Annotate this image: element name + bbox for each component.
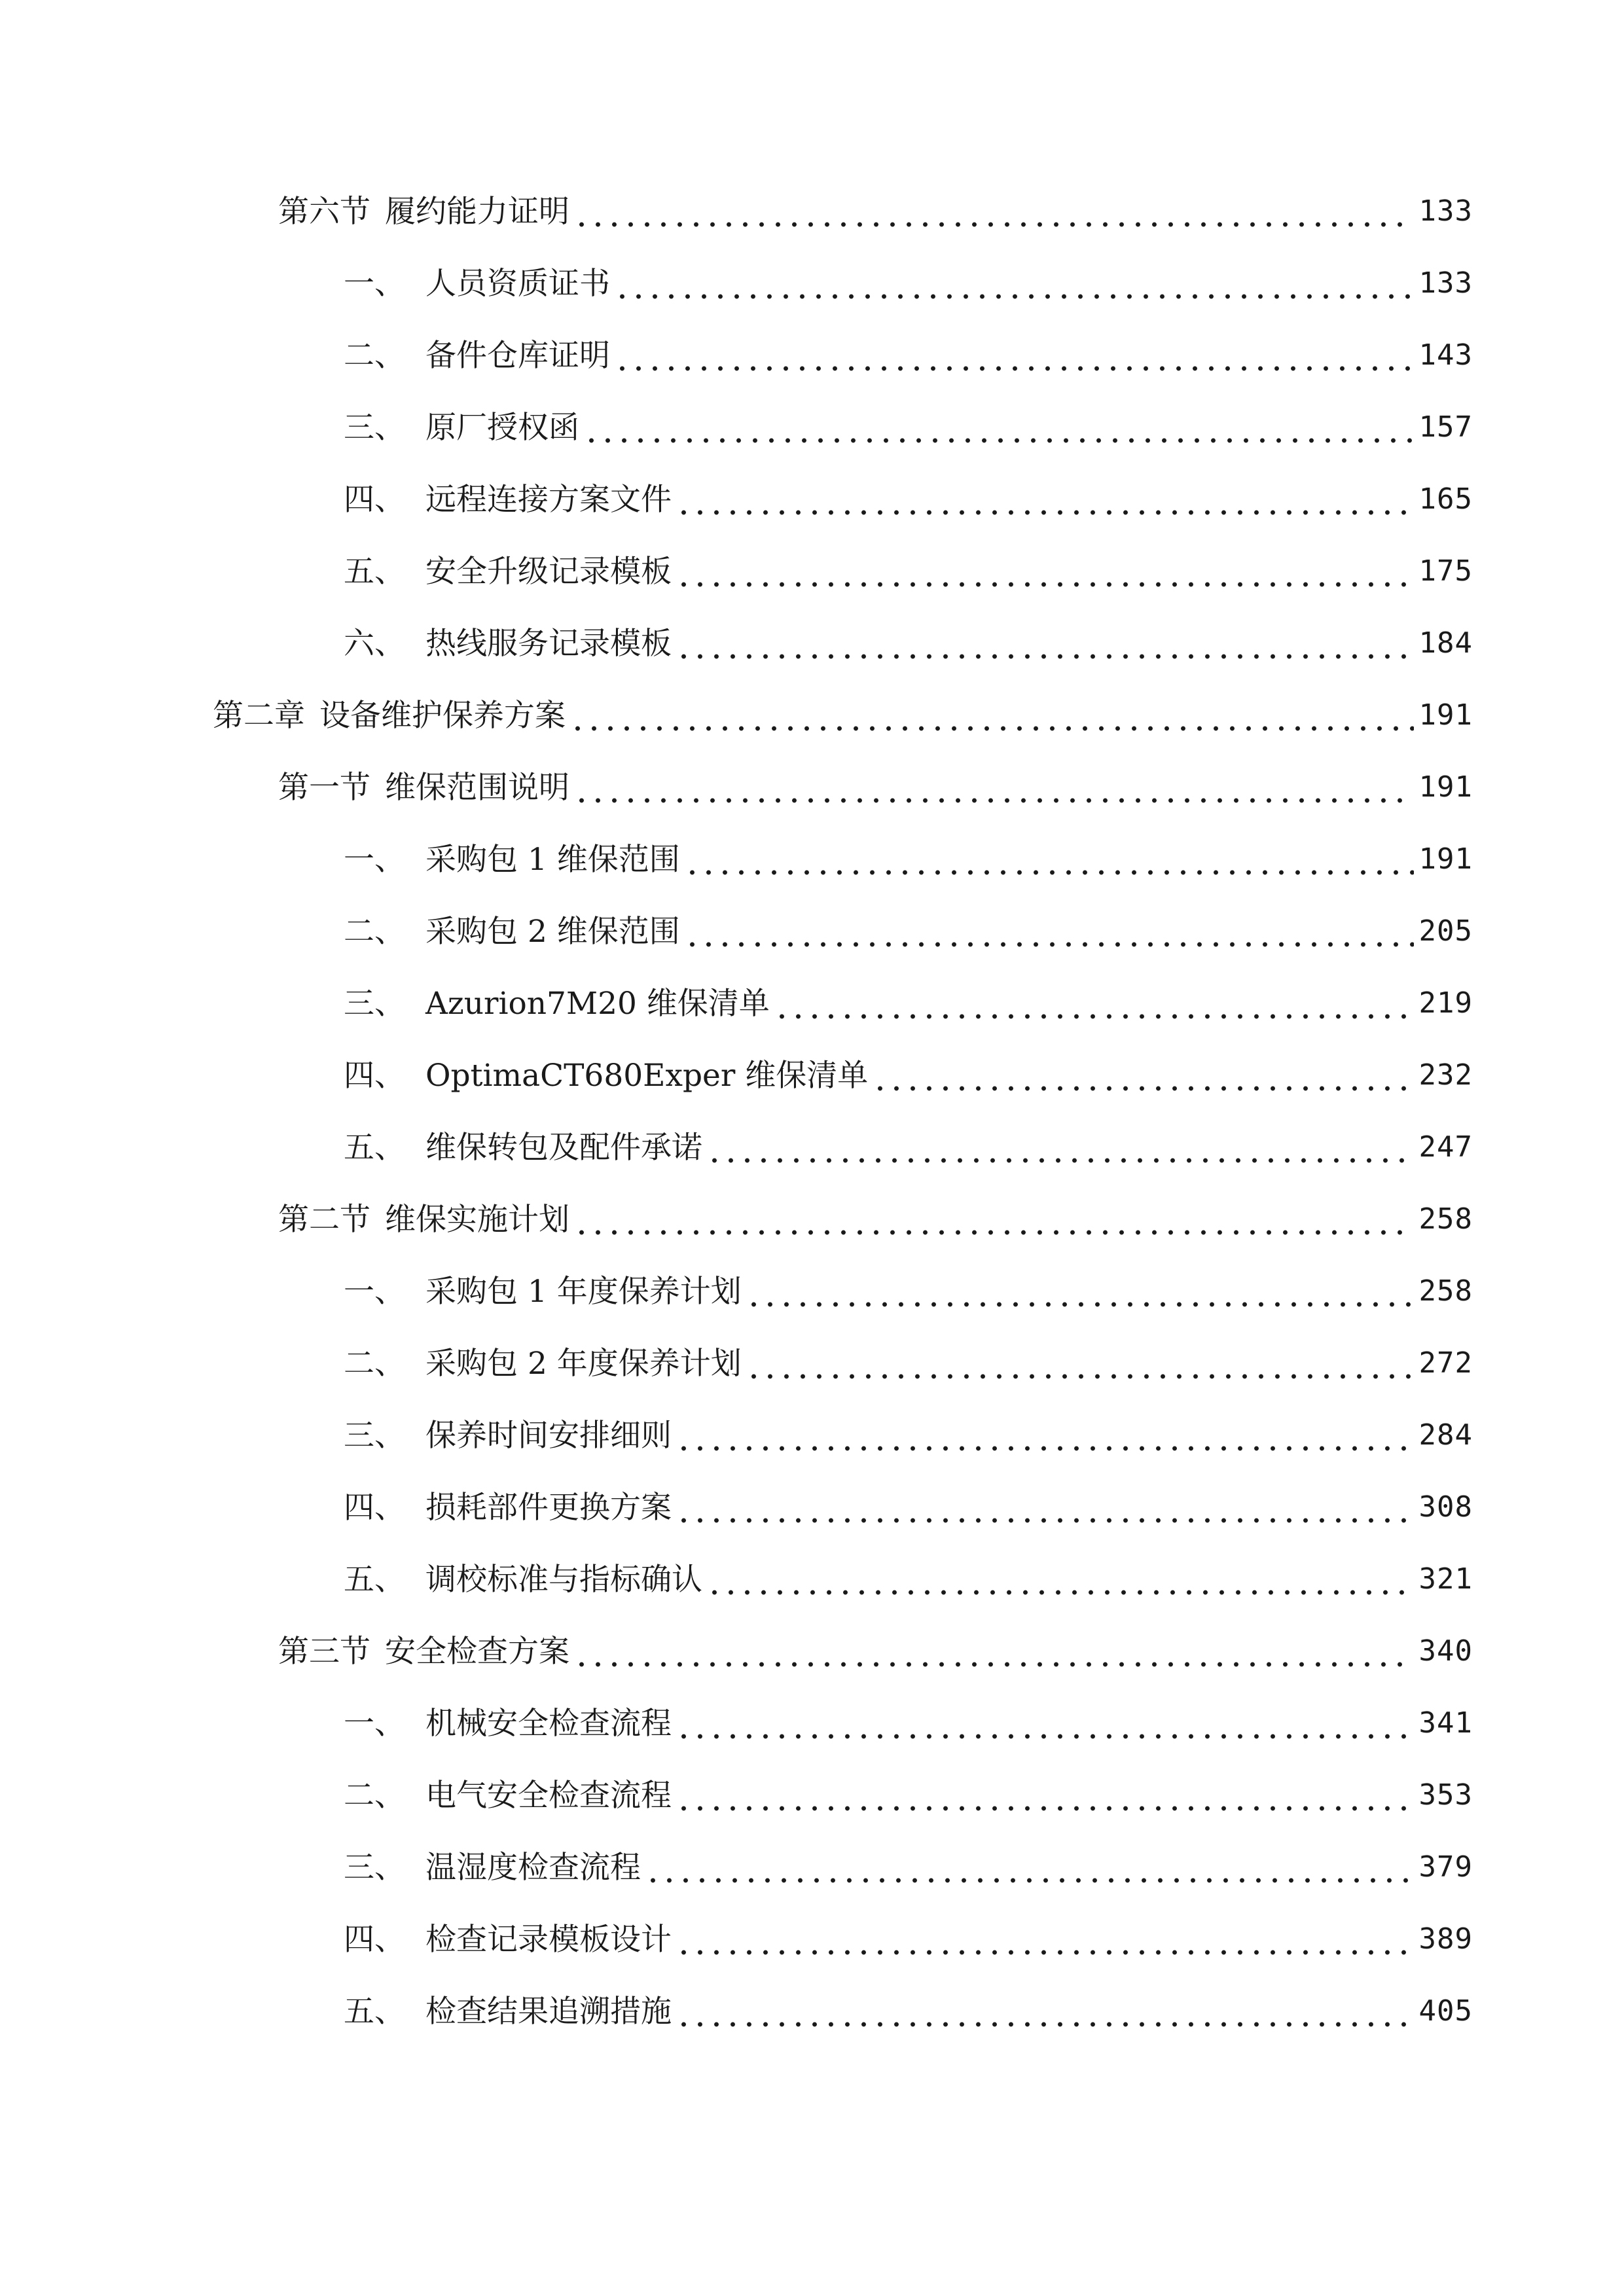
toc-entry-number: 二、 [344, 1345, 405, 1382]
toc-entry[interactable] [0, 1039, 1624, 1111]
toc-entry[interactable] [0, 1471, 1624, 1543]
toc-entry-number: 四、 [344, 1921, 405, 1958]
toc-entry-page: 219 [1418, 986, 1473, 1020]
toc-entry[interactable] [0, 1903, 1624, 1975]
toc-entry-title: 电气安全检查流程 [425, 1777, 672, 1814]
toc-entry-page: 175 [1418, 554, 1473, 588]
toc-entry-title: 安全检查方案 [385, 1633, 569, 1670]
toc-entry-number: 一、 [344, 1705, 405, 1742]
toc-entry-title: 履约能力证明 [385, 193, 569, 230]
toc-entry-page: 340 [1418, 1634, 1473, 1668]
dot-leader [676, 556, 1414, 587]
toc-entry-page: 143 [1418, 338, 1473, 372]
toc-entry-number: 四、 [344, 1489, 405, 1526]
toc-entry-page: 379 [1418, 1850, 1473, 1884]
toc-entry-number: 三、 [344, 1849, 405, 1886]
toc-entry[interactable] [0, 823, 1624, 895]
dot-leader [676, 1780, 1414, 1811]
toc-entry-number: 四、 [344, 481, 405, 518]
toc-entry-number: 第一节 [278, 769, 370, 806]
dot-leader [676, 628, 1414, 659]
dot-leader [569, 700, 1414, 731]
dot-leader [676, 1996, 1414, 2027]
toc-entry-page: 341 [1418, 1706, 1473, 1740]
toc-entry[interactable] [0, 895, 1624, 967]
toc-entry-page: 205 [1418, 914, 1473, 948]
toc-entry-page: 232 [1418, 1058, 1473, 1092]
dot-leader [573, 1204, 1414, 1235]
toc-entry-page: 191 [1418, 698, 1473, 732]
toc-entry-page: 353 [1418, 1778, 1473, 1812]
toc-entry-number: 二、 [344, 913, 405, 950]
dot-leader [676, 1492, 1414, 1523]
dot-leader [573, 1636, 1414, 1667]
toc-entry-number: 一、 [344, 265, 405, 302]
dot-leader [746, 1276, 1414, 1307]
toc-entry[interactable] [0, 391, 1624, 463]
toc-entry-title: 人员资质证书 [425, 265, 610, 302]
dot-leader [614, 268, 1414, 299]
toc-entry[interactable] [0, 1255, 1624, 1327]
toc-entry-page: 405 [1418, 1994, 1473, 2028]
dot-leader [676, 1924, 1414, 1955]
toc-entry-page: 284 [1418, 1418, 1473, 1452]
toc-entry[interactable] [0, 463, 1624, 535]
toc-entry[interactable] [0, 1687, 1624, 1759]
toc-entry[interactable] [0, 247, 1624, 319]
dot-leader [676, 1420, 1414, 1451]
toc-entry-title: 检查记录模板设计 [425, 1921, 672, 1958]
dot-leader [583, 412, 1414, 443]
toc-entry-number: 三、 [344, 985, 405, 1022]
dot-leader [676, 1708, 1414, 1739]
dot-leader [614, 340, 1414, 371]
toc-entry-number: 二、 [344, 1777, 405, 1814]
toc-entry-page: 165 [1418, 482, 1473, 516]
toc-entry-number: 一、 [344, 841, 405, 878]
toc-entry-page: 247 [1418, 1130, 1473, 1164]
toc-entry-title: 采购包 1 维保范围 [425, 841, 680, 878]
toc-entry-title: 采购包 2 年度保养计划 [425, 1345, 742, 1382]
toc-entry-number: 一、 [344, 1273, 405, 1310]
dot-leader [774, 988, 1414, 1019]
toc-entry-page: 184 [1418, 626, 1473, 660]
toc-entry-title: 原厂授权函 [425, 409, 579, 446]
toc-entry-title: 备件仓库证明 [425, 337, 610, 374]
dot-leader [573, 196, 1414, 227]
toc-entry[interactable] [0, 1759, 1624, 1831]
table-of-contents [0, 175, 1624, 2047]
toc-entry-title: 采购包 2 维保范围 [425, 913, 680, 950]
toc-entry-title: 远程连接方案文件 [425, 481, 672, 518]
toc-entry[interactable] [0, 319, 1624, 391]
dot-leader [706, 1564, 1414, 1595]
toc-entry-page: 321 [1418, 1562, 1473, 1596]
toc-entry-page: 133 [1418, 266, 1473, 300]
toc-entry-title: 维保实施计划 [385, 1201, 569, 1238]
toc-entry-page: 191 [1418, 842, 1473, 876]
toc-entry[interactable] [0, 679, 1624, 751]
toc-entry-page: 389 [1418, 1922, 1473, 1956]
toc-entry-number: 第二节 [278, 1201, 370, 1238]
toc-entry[interactable] [0, 1183, 1624, 1255]
toc-entry-number: 第六节 [278, 193, 370, 230]
toc-entry[interactable] [0, 1399, 1624, 1471]
toc-entry-number: 五、 [344, 1561, 405, 1598]
toc-entry-page: 133 [1418, 194, 1473, 228]
toc-entry-title: 调校标准与指标确认 [425, 1561, 702, 1598]
toc-entry-number: 二、 [344, 337, 405, 374]
dot-leader [706, 1132, 1414, 1163]
toc-entry-title: 热线服务记录模板 [425, 625, 672, 662]
toc-entry-title: 温湿度检查流程 [425, 1849, 641, 1886]
toc-entry-title: 机械安全检查流程 [425, 1705, 672, 1742]
toc-entry[interactable] [0, 1543, 1624, 1615]
toc-entry[interactable] [0, 1111, 1624, 1183]
toc-entry-title: OptimaCT680Exper 维保清单 [425, 1057, 869, 1094]
toc-entry[interactable] [0, 1615, 1624, 1687]
toc-entry[interactable] [0, 1831, 1624, 1903]
toc-entry-page: 191 [1418, 770, 1473, 804]
toc-entry-number: 五、 [344, 1993, 405, 2030]
toc-entry-title: Azurion7M20 维保清单 [425, 985, 770, 1022]
toc-entry[interactable] [0, 535, 1624, 607]
dot-leader [676, 484, 1414, 515]
toc-entry-number: 三、 [344, 1417, 405, 1454]
toc-entry-title: 设备维护保养方案 [319, 697, 566, 734]
toc-entry-page: 157 [1418, 410, 1473, 444]
toc-entry-title: 保养时间安排细则 [425, 1417, 672, 1454]
toc-entry-page: 308 [1418, 1490, 1473, 1524]
toc-entry-title: 检查结果追溯措施 [425, 1993, 672, 2030]
toc-entry-title: 维保转包及配件承诺 [425, 1129, 702, 1166]
toc-entry-number: 四、 [344, 1057, 405, 1094]
toc-entry-number: 五、 [344, 553, 405, 590]
toc-entry-title: 采购包 1 年度保养计划 [425, 1273, 742, 1310]
toc-entry-number: 第二章 [213, 697, 305, 734]
dot-leader [872, 1060, 1413, 1091]
dot-leader [645, 1852, 1414, 1883]
toc-entry-title: 损耗部件更换方案 [425, 1489, 672, 1526]
toc-entry-page: 258 [1418, 1274, 1473, 1308]
toc-entry[interactable] [0, 607, 1624, 679]
toc-entry[interactable] [0, 175, 1624, 247]
dot-leader [684, 844, 1414, 875]
toc-entry-number: 六、 [344, 625, 405, 662]
toc-entry-title: 维保范围说明 [385, 769, 569, 806]
dot-leader [573, 772, 1414, 803]
toc-entry[interactable] [0, 967, 1624, 1039]
toc-entry-number: 三、 [344, 409, 405, 446]
toc-entry-title: 安全升级记录模板 [425, 553, 672, 590]
toc-entry[interactable] [0, 1327, 1624, 1399]
toc-entry-number: 五、 [344, 1129, 405, 1166]
toc-entry-page: 258 [1418, 1202, 1473, 1236]
dot-leader [746, 1348, 1414, 1379]
toc-entry-number: 第三节 [278, 1633, 370, 1670]
dot-leader [684, 916, 1414, 947]
toc-entry-page: 272 [1418, 1346, 1473, 1380]
toc-entry[interactable] [0, 751, 1624, 823]
toc-entry[interactable] [0, 1975, 1624, 2047]
